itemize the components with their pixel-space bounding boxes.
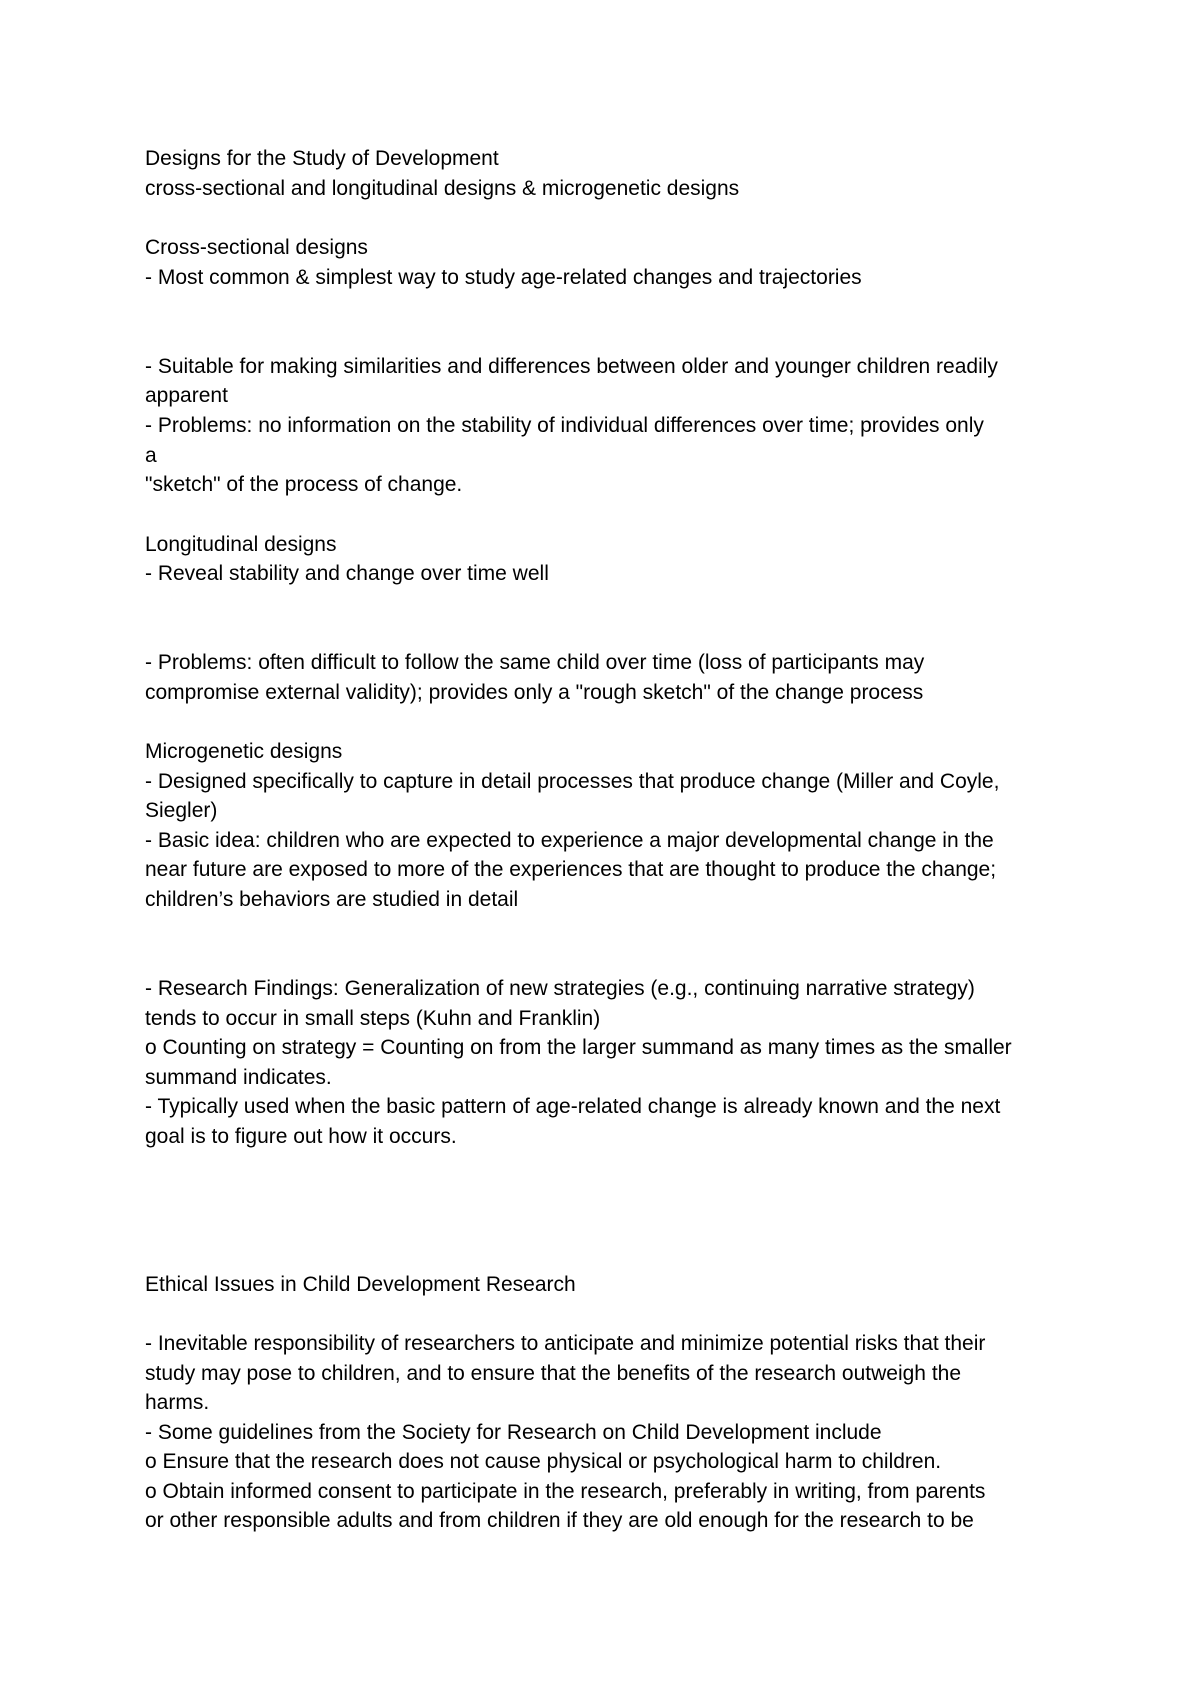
text-line: "sketch" of the process of change. — [145, 473, 463, 496]
text-line: apparent — [145, 384, 228, 407]
text-line: study may pose to children, and to ensure that the benefits of the research outweigh the — [145, 1362, 962, 1385]
text-line: - Some guidelines from the Society for Research on Child Development include — [145, 1421, 882, 1444]
text-line: - Most common & simplest way to study age-related changes and trajectories — [145, 266, 862, 289]
text-line: - Suitable for making similarities and differences between older and younger children readily — [145, 355, 998, 378]
text-line: o Ensure that the research does not cause physical or psychological harm to children. — [145, 1450, 942, 1473]
text-line: goal is to figure out how it occurs. — [145, 1125, 457, 1148]
subheading-cross-sectional: Cross-sectional designs — [145, 236, 368, 259]
text-line: summand indicates. — [145, 1066, 332, 1089]
text-line: o Obtain informed consent to participate in the research, preferably in writing, from parents — [145, 1480, 986, 1503]
subheading-longitudinal: Longitudinal designs — [145, 533, 337, 556]
text-line: tends to occur in small steps (Kuhn and Franklin) — [145, 1007, 601, 1030]
text-line: - Inevitable responsibility of researchers to anticipate and minimize potential risks that their — [145, 1332, 986, 1355]
text-line: harms. — [145, 1391, 210, 1414]
text-line: - Designed specifically to capture in detail processes that produce change (Miller and Coyle, — [145, 770, 1000, 793]
text-line: - Reveal stability and change over time well — [145, 562, 549, 585]
text-line: - Research Findings: Generalization of new strategies (e.g., continuing narrative strategy) — [145, 977, 975, 1000]
text-line: o Counting on strategy = Counting on from the larger summand as many times as the smaller — [145, 1036, 1012, 1059]
subheading-microgenetic: Microgenetic designs — [145, 740, 343, 763]
text-line: - Typically used when the basic pattern of age-related change is already known and the next — [145, 1095, 1001, 1118]
text-line: children’s behaviors are studied in detail — [145, 888, 519, 911]
text-line: - Basic idea: children who are expected to experience a major developmental change in the — [145, 829, 994, 852]
text-line: - Problems: no information on the stability of individual differences over time; provides only — [145, 414, 984, 437]
section-subtitle: cross-sectional and longitudinal designs & microgenetic designs — [145, 177, 740, 200]
text-line: compromise external validity); provides only a "rough sketch" of the change process — [145, 681, 924, 704]
text-line: or other responsible adults and from children if they are old enough for the research to be — [145, 1509, 974, 1532]
text-line: Siegler) — [145, 799, 218, 822]
section-title: Designs for the Study of Development — [145, 147, 499, 170]
text-line: a — [145, 444, 157, 467]
section-title-ethics: Ethical Issues in Child Development Research — [145, 1273, 576, 1296]
text-line: - Problems: often difficult to follow the same child over time (loss of participants may — [145, 651, 925, 674]
text-line: near future are exposed to more of the experiences that are thought to produce the change; — [145, 858, 997, 881]
